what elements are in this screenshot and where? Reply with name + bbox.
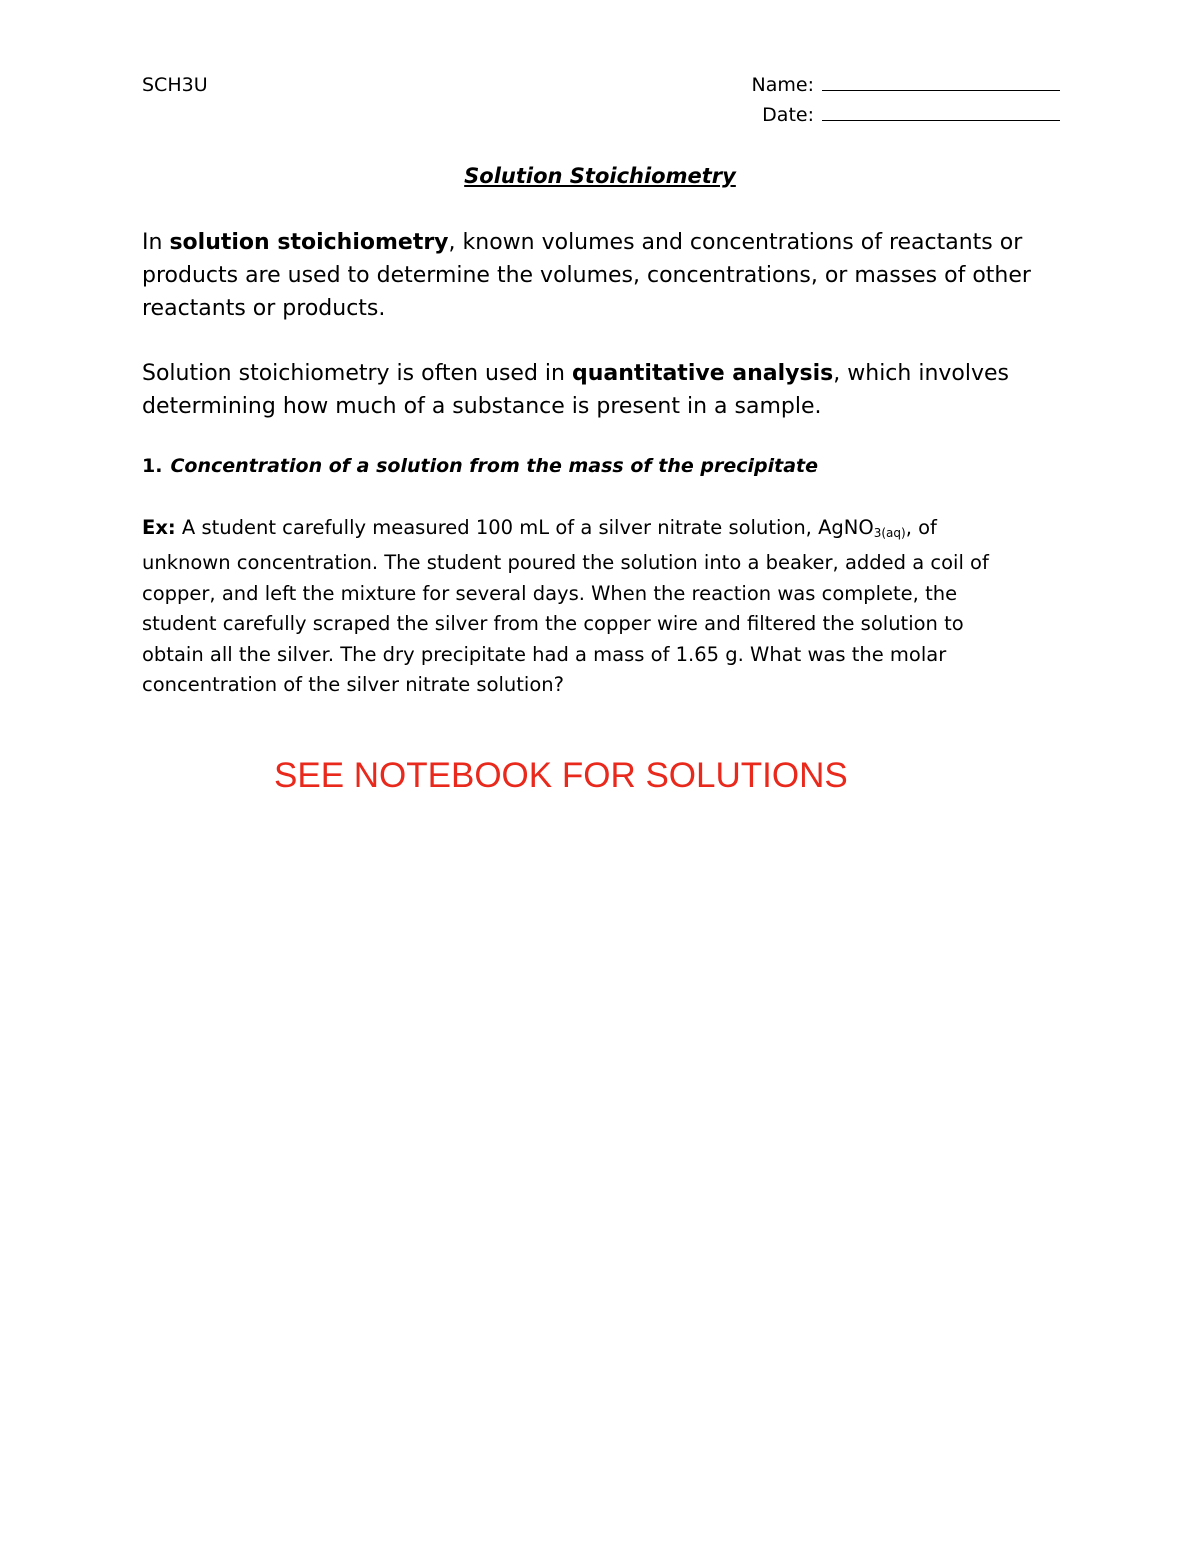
date-field-row (740, 104, 1060, 134)
term-quantitative-analysis: quantitative analysis (571, 361, 834, 386)
student-info-fields (740, 74, 1060, 134)
intro-paragraph-1 (142, 226, 1042, 325)
example-text-after: , of unknown concentration. The student poured the solution into a beaker, added a coil of copper, and left the mixture for several days. When the reaction was complete, the student carefully scraped the silver from the copper wire and filtered the solution to obtain all the silver. The dry precipitate had a mass of 1.65 g. What was the molar concentration of the silver nitrate solution? (142, 516, 989, 697)
section-number: 1. (142, 455, 163, 477)
date-blank-line[interactable] (822, 104, 1060, 121)
example-label: Ex: (142, 516, 176, 539)
term-solution-stoichiometry: solution stoichiometry (169, 230, 449, 255)
name-blank-line[interactable] (822, 74, 1060, 91)
example-problem (142, 513, 1022, 700)
section-heading-text: Concentration of a solution from the mass of the precipitate (170, 455, 819, 477)
intro-p2-start: Solution stoichiometry is often used in (142, 361, 572, 386)
chemical-subscript: 3(aq) (873, 526, 906, 540)
course-code: SCH3U (142, 74, 208, 96)
example-text-before: A student carefully measured 100 mL of a silver nitrate solution, AgNO (175, 516, 874, 539)
name-field-row (740, 74, 1060, 104)
date-label: Date: (762, 104, 814, 126)
intro-p1-rest: , known volumes and concentrations of reactants or products are used to determine the volumes, concentrations, or masses of other reactants or products. (142, 230, 1031, 321)
intro-p1-start: In (142, 230, 170, 255)
name-label: Name: (751, 74, 814, 96)
page-title: Solution Stoichiometry (464, 164, 736, 188)
section-1-heading (142, 455, 818, 477)
intro-p2-rest: , which involves determining how much of a substance is present in a sample. (142, 361, 1009, 419)
solutions-notice: SEE NOTEBOOK FOR SOLUTIONS (274, 756, 848, 795)
intro-paragraph-2 (142, 357, 1042, 423)
